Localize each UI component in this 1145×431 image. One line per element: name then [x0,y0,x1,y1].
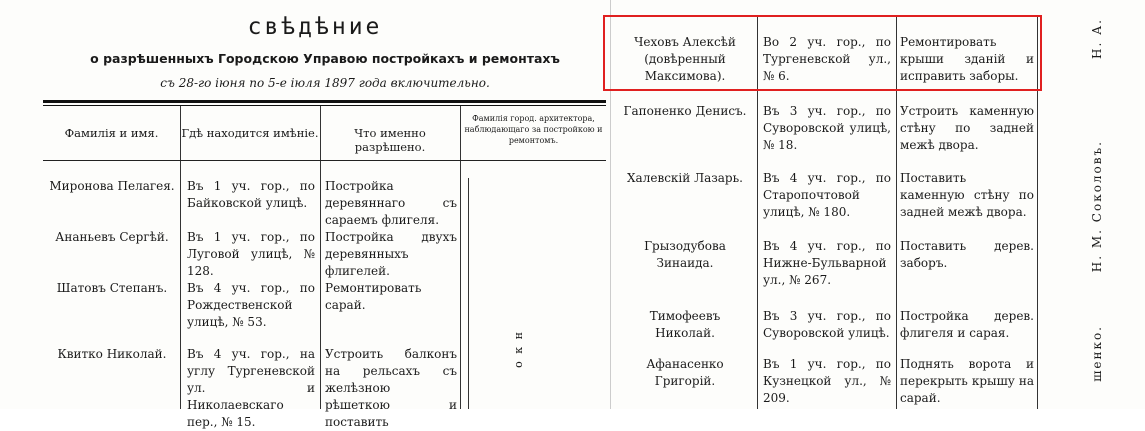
architect-name-bottom: шенко. [1090,325,1104,382]
row-permitted: Ремонтировать крыши зданій и исправить заборы. [900,35,1034,83]
row-permitted: Поставить каменную стѣну по задней межѣ двора. [900,171,1034,219]
row-name: Тимофеевъ Николай. [649,309,721,340]
row-permitted: Поставить дерев. заборъ. [900,239,1034,270]
row-name: Квитко Николай. [57,347,167,361]
row-permitted: Устроить каменную стѣну по задней межѣ двора. [900,104,1034,152]
row-location: Во 2 уч. гор., по Тургеневской ул., № 6. [763,35,891,83]
column-header-permitted: Что именно разрѣшено. [354,126,426,154]
row-location: Въ 4 уч. гор., на углу Тургеневской ул. и Николаевскаго пер., № 15. [187,347,315,429]
row-permitted: Поднять ворота и перекрыть крышу на сарай. [900,357,1034,405]
row-name: Халевскій Лазарь. [627,171,743,185]
column-header-architect: Фамилія город. архитектора, наблюдающаго за постройкою и ремонтомъ. [464,114,603,145]
row-location: Въ 4 уч. гор., по Нижне-Бульварной ул., № 267. [763,239,891,287]
document-title: свѣдѣние [247,14,383,40]
highlight-box [603,15,1042,91]
column-divider [460,106,461,409]
row-location: Въ 1 уч. гор., по Кузнецкой ул., № 209. [763,357,891,405]
bracket-line [468,178,469,409]
row-name: Чеховъ Алексѣй (довѣренный Максимова). [634,35,736,83]
row-name: Грызодубова Зинаида. [644,239,726,270]
row-permitted: Постройка двухъ деревянныхъ флигелей. [325,230,457,278]
row-location: Въ 1 уч. гор., по Луговой улицѣ, № 128. [187,230,315,278]
row-location: Въ 3 уч. гор., по Суворовской улицѣ. [763,309,891,340]
row-name: Гапоненко Денисъ. [623,104,747,118]
header-rule-thin [43,105,606,106]
row-permitted: Ремонтировать сарай. [325,281,422,312]
row-name: Шатовъ Степанъ. [56,281,168,295]
date-line: съ 28-го іюня по 5-е іюля 1897 года включительно. [160,76,490,90]
row-permitted: Постройка деревяннаго съ сараемъ флигеля. [325,179,457,227]
row-name: Ананьевъ Сергѣй. [55,230,169,244]
table-header-rule [43,160,606,161]
row-location: Въ 3 уч. гор., по Суворовской улицѣ, № 18. [763,104,891,152]
architect-name-fragment: о к н [512,330,525,368]
row-name: Миронова Пелагея. [49,179,175,193]
row-permitted: Устроить балконъ на рельсахъ съ желѣзною рѣшеткою и поставить [325,347,457,429]
architect-name-top: Н. А. [1090,18,1104,59]
document-subtitle: о разрѣшенныхъ Городскою Управою постройкахъ и ремонтахъ [90,51,560,66]
row-location: Въ 4 уч. гор., по Старопочтовой улицѣ, № 180. [763,171,891,219]
header-rule-thick [43,100,606,103]
column-header-location: Гдѣ находится имѣніе. [181,126,319,140]
row-permitted: Постройка дерев. флигеля и сарая. [900,309,1034,340]
row-location: Въ 4 уч. гор., по Рождественской улицѣ, № 53. [187,281,315,329]
row-name: Афанасенко Григорій. [646,357,724,388]
row-location: Въ 1 уч. гор., по Байковской улицѣ. [187,179,315,210]
column-header-name: Фамилія и имя. [64,126,159,140]
column-divider [180,106,181,409]
architect-name-middle: Н. М. Соколовъ. [1090,140,1104,273]
